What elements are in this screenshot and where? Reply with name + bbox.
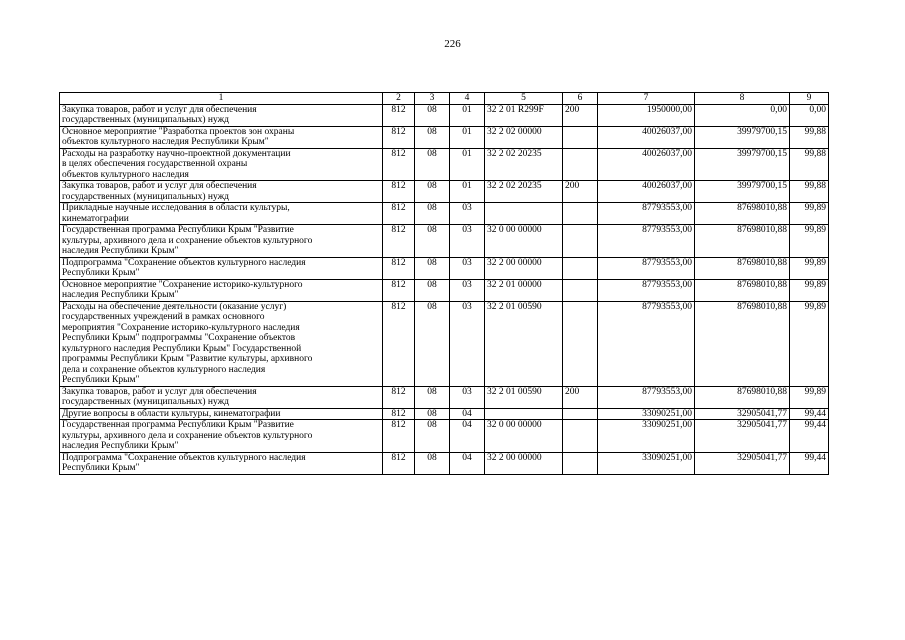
cell-section-text: 08 [427, 225, 437, 235]
cell-section-text: 08 [427, 257, 437, 268]
cell-section-text: 08 [427, 104, 437, 115]
cell-admin-code-text: 812 [391, 452, 406, 463]
cell-percent [790, 408, 829, 420]
cell-section [415, 257, 450, 279]
cell-actual-amount-text: 39979700,15 [737, 181, 787, 191]
cell-admin-code [383, 386, 415, 408]
cell-expense-type-text: 200 [565, 181, 580, 191]
cell-actual-amount [695, 104, 790, 126]
cell-admin-code [383, 181, 415, 203]
cell-admin-code [383, 408, 415, 420]
cell-admin-code [383, 301, 415, 386]
cell-actual-amount [695, 181, 790, 203]
cell-actual-amount-text: 87698010,88 [737, 279, 787, 290]
cell-subsection [450, 181, 485, 203]
cell-section [415, 126, 450, 148]
cell-subsection [450, 420, 485, 453]
cell-admin-code-text: 812 [391, 420, 406, 430]
cell-name-text: Закупка товаров, работ и услуг для обеспечения государственных (муниципальных) нужд [62, 386, 257, 407]
cell-section [415, 279, 450, 301]
table-row [60, 203, 829, 225]
cell-name [60, 257, 383, 279]
cell-target-article [485, 203, 563, 225]
table-row [60, 257, 829, 279]
cell-plan-amount-text: 87793553,00 [642, 225, 692, 235]
cell-percent-text: 99,89 [804, 203, 826, 213]
cell-plan-amount [598, 452, 695, 474]
cell-expense-type [563, 126, 598, 148]
cell-plan-amount-text: 40026037,00 [642, 148, 692, 159]
budget-table [59, 92, 829, 475]
table-row [60, 452, 829, 474]
cell-section [415, 420, 450, 453]
cell-plan-amount-text: 87793553,00 [642, 386, 692, 397]
cell-plan-amount [598, 203, 695, 225]
cell-actual-amount-text: 32905041,77 [737, 420, 787, 430]
cell-percent-text: 99,89 [804, 279, 826, 290]
table-row [60, 386, 829, 408]
cell-section-text: 08 [427, 126, 437, 137]
cell-name [60, 452, 383, 474]
cell-admin-code [383, 203, 415, 225]
cell-target-article [485, 126, 563, 148]
header-col-8: 8 [695, 93, 790, 105]
cell-target-article [485, 301, 563, 386]
cell-actual-amount-text: 0,00 [770, 104, 787, 115]
cell-plan-amount [598, 148, 695, 181]
cell-actual-amount-text: 39979700,15 [737, 126, 787, 137]
cell-subsection [450, 104, 485, 126]
cell-section [415, 225, 450, 258]
cell-name-text: Закупка товаров, работ и услуг для обеспечения государственных (муниципальных) нужд [62, 104, 257, 125]
cell-name [60, 104, 383, 126]
cell-section-text: 08 [427, 279, 437, 290]
cell-percent-text: 99,89 [804, 257, 826, 268]
cell-name [60, 126, 383, 148]
cell-subsection [450, 279, 485, 301]
cell-subsection-text: 04 [462, 408, 472, 419]
cell-target-article [485, 408, 563, 420]
cell-actual-amount [695, 386, 790, 408]
cell-plan-amount-text: 87793553,00 [642, 257, 692, 268]
cell-admin-code-text: 812 [391, 203, 406, 213]
cell-percent [790, 181, 829, 203]
table-row [60, 148, 829, 181]
cell-name [60, 148, 383, 181]
cell-admin-code [383, 279, 415, 301]
cell-admin-code [383, 420, 415, 453]
cell-subsection [450, 148, 485, 181]
cell-subsection-text: 03 [462, 257, 472, 268]
cell-admin-code-text: 812 [391, 104, 406, 115]
cell-section-text: 08 [427, 203, 437, 213]
cell-section [415, 408, 450, 420]
cell-subsection-text: 03 [462, 203, 472, 213]
cell-plan-amount-text: 33090251,00 [642, 408, 692, 419]
table-row [60, 181, 829, 203]
cell-percent-text: 99,88 [804, 181, 826, 191]
cell-percent-text: 0,00 [809, 104, 826, 115]
cell-target-article [485, 386, 563, 408]
header-col-9: 9 [790, 93, 829, 105]
cell-name [60, 408, 383, 420]
cell-plan-amount [598, 420, 695, 453]
cell-expense-type [563, 181, 598, 203]
cell-admin-code [383, 257, 415, 279]
cell-expense-type [563, 203, 598, 225]
cell-section-text: 08 [427, 181, 437, 191]
cell-section [415, 301, 450, 386]
cell-plan-amount [598, 279, 695, 301]
cell-admin-code [383, 452, 415, 474]
cell-section [415, 148, 450, 181]
cell-plan-amount-text: 33090251,00 [642, 420, 692, 430]
cell-name [60, 279, 383, 301]
cell-target-article [485, 420, 563, 453]
cell-name-text: Закупка товаров, работ и услуг для обеспечения государственных (муниципальных) нужд [62, 181, 257, 202]
cell-percent [790, 279, 829, 301]
cell-admin-code-text: 812 [391, 126, 406, 137]
cell-admin-code-text: 812 [391, 181, 406, 191]
cell-expense-type-text: 200 [565, 386, 580, 397]
cell-admin-code-text: 812 [391, 301, 406, 312]
cell-percent [790, 148, 829, 181]
cell-plan-amount-text: 87793553,00 [642, 203, 692, 213]
cell-name-text: Государственная программа Республики Крым "Развитие культуры, архивного дела и сохранение объектов культурного наследия Республики Крым" [62, 225, 313, 256]
table-row [60, 408, 829, 420]
cell-subsection [450, 203, 485, 225]
cell-name-text: Подпрограмма "Сохранение объектов культурного наследия Республики Крым" [62, 452, 306, 473]
cell-target-article-text: 32 2 02 20235 [487, 148, 542, 159]
cell-actual-amount [695, 420, 790, 453]
cell-percent [790, 203, 829, 225]
cell-admin-code-text: 812 [391, 386, 406, 397]
cell-name-text: Расходы на обеспечение деятельности (оказание услуг) государственных учреждений в рамках основного мероприятия "Сохранение историко-культурного наследия Республики Крым" подпрограммы "Сохранение объектов культурного наследия Республики Крым" Государственной программы Республики Крым "Развитие культуры, архивного дела и сохранение объектов культурного наследия Республики Крым" [62, 301, 313, 385]
cell-subsection-text: 04 [462, 420, 472, 430]
cell-admin-code-text: 812 [391, 408, 406, 419]
cell-target-article [485, 104, 563, 126]
cell-actual-amount [695, 257, 790, 279]
cell-name-text: Государственная программа Республики Крым "Развитие культуры, архивного дела и сохранение объектов культурного наследия Республики Крым" [62, 420, 313, 451]
cell-section-text: 08 [427, 386, 437, 397]
page-number: 226 [444, 38, 461, 50]
cell-expense-type-text: 200 [565, 104, 580, 115]
cell-target-article-text: 32 2 01 00590 [487, 301, 542, 312]
cell-target-article [485, 452, 563, 474]
cell-plan-amount [598, 181, 695, 203]
cell-section [415, 452, 450, 474]
cell-percent-text: 99,44 [804, 452, 826, 463]
cell-subsection-text: 01 [462, 181, 472, 191]
cell-actual-amount-text: 87698010,88 [737, 386, 787, 397]
header-col-4: 4 [450, 93, 485, 105]
cell-subsection [450, 301, 485, 386]
table-row [60, 104, 829, 126]
cell-admin-code [383, 225, 415, 258]
cell-target-article-text: 32 2 01 R299F [487, 104, 544, 115]
cell-subsection-text: 03 [462, 301, 472, 312]
cell-percent [790, 257, 829, 279]
cell-target-article-text: 32 2 02 20235 [487, 181, 542, 191]
cell-plan-amount-text: 1950000,00 [646, 104, 692, 115]
cell-percent [790, 104, 829, 126]
cell-admin-code-text: 812 [391, 148, 406, 159]
cell-percent [790, 301, 829, 386]
cell-section [415, 104, 450, 126]
cell-name-text: Подпрограмма "Сохранение объектов культурного наследия Республики Крым" [62, 257, 306, 278]
cell-plan-amount [598, 104, 695, 126]
cell-admin-code [383, 104, 415, 126]
cell-plan-amount-text: 40026037,00 [642, 126, 692, 137]
header-col-3: 3 [415, 93, 450, 105]
cell-actual-amount [695, 126, 790, 148]
cell-actual-amount-text: 39979700,15 [737, 148, 787, 159]
cell-target-article [485, 225, 563, 258]
cell-percent-text: 99,89 [804, 301, 826, 312]
cell-plan-amount [598, 408, 695, 420]
cell-name [60, 203, 383, 225]
table-row [60, 301, 829, 386]
cell-percent-text: 99,88 [804, 148, 826, 159]
cell-actual-amount [695, 148, 790, 181]
cell-subsection [450, 408, 485, 420]
header-col-2: 2 [383, 93, 415, 105]
cell-name [60, 301, 383, 386]
cell-expense-type [563, 386, 598, 408]
cell-target-article-text: 32 2 00 00000 [487, 257, 542, 268]
cell-subsection-text: 03 [462, 225, 472, 235]
cell-subsection [450, 386, 485, 408]
cell-percent-text: 99,89 [804, 386, 826, 397]
cell-target-article-text: 32 2 02 00000 [487, 126, 542, 137]
cell-target-article [485, 257, 563, 279]
cell-expense-type [563, 301, 598, 386]
cell-section-text: 08 [427, 420, 437, 430]
cell-admin-code-text: 812 [391, 225, 406, 235]
cell-subsection-text: 01 [462, 104, 472, 115]
cell-admin-code [383, 126, 415, 148]
cell-plan-amount-text: 33090251,00 [642, 452, 692, 463]
cell-admin-code [383, 148, 415, 181]
cell-actual-amount [695, 225, 790, 258]
cell-admin-code-text: 812 [391, 279, 406, 290]
cell-percent [790, 126, 829, 148]
cell-plan-amount-text: 87793553,00 [642, 301, 692, 312]
cell-percent [790, 225, 829, 258]
cell-target-article-text: 32 2 00 00000 [487, 452, 542, 463]
cell-section [415, 203, 450, 225]
cell-subsection [450, 257, 485, 279]
cell-section-text: 08 [427, 148, 437, 159]
cell-plan-amount-text: 87793553,00 [642, 279, 692, 290]
header-row [60, 93, 829, 105]
cell-plan-amount [598, 126, 695, 148]
table-row [60, 225, 829, 258]
cell-name [60, 225, 383, 258]
cell-subsection-text: 04 [462, 452, 472, 463]
cell-name-text: Прикладные научные исследования в области культуры, кинематографии [62, 203, 290, 224]
cell-subsection-text: 01 [462, 126, 472, 137]
cell-expense-type [563, 225, 598, 258]
table-row [60, 420, 829, 453]
cell-section-text: 08 [427, 408, 437, 419]
cell-actual-amount-text: 87698010,88 [737, 225, 787, 235]
cell-plan-amount-text: 40026037,00 [642, 181, 692, 191]
cell-admin-code-text: 812 [391, 257, 406, 268]
cell-plan-amount [598, 301, 695, 386]
cell-percent [790, 452, 829, 474]
cell-expense-type [563, 420, 598, 453]
table-row [60, 279, 829, 301]
cell-name-text: Основное мероприятие "Разработка проектов зон охраны объектов культурного наследия Республики Крым" [62, 126, 295, 147]
cell-actual-amount-text: 87698010,88 [737, 257, 787, 268]
cell-percent [790, 420, 829, 453]
cell-actual-amount-text: 87698010,88 [737, 203, 787, 213]
cell-actual-amount-text: 32905041,77 [737, 408, 787, 419]
cell-subsection-text: 03 [462, 279, 472, 290]
table-row [60, 126, 829, 148]
cell-percent-text: 99,44 [804, 420, 826, 430]
cell-subsection [450, 225, 485, 258]
cell-section-text: 08 [427, 301, 437, 312]
cell-section-text: 08 [427, 452, 437, 463]
cell-expense-type [563, 104, 598, 126]
cell-section [415, 386, 450, 408]
header-col-5: 5 [485, 93, 563, 105]
cell-target-article-text: 32 2 01 00000 [487, 279, 542, 290]
cell-name-text: Расходы на разработку научно-проектной документации в целях обеспечения государственной охраны объектов культурного наследия [62, 148, 291, 180]
cell-percent [790, 386, 829, 408]
cell-section [415, 181, 450, 203]
cell-target-article [485, 279, 563, 301]
cell-name [60, 386, 383, 408]
cell-actual-amount [695, 408, 790, 420]
cell-plan-amount [598, 257, 695, 279]
cell-subsection-text: 01 [462, 148, 472, 159]
cell-percent-text: 99,89 [804, 225, 826, 235]
cell-actual-amount [695, 452, 790, 474]
cell-expense-type [563, 148, 598, 181]
cell-expense-type [563, 408, 598, 420]
cell-target-article-text: 32 0 00 00000 [487, 420, 542, 430]
cell-name-text: Основное мероприятие "Сохранение историко-культурного наследия Республики Крым" [62, 279, 303, 300]
cell-name-text: Другие вопросы в области культуры, кинематографии [62, 408, 281, 419]
header-col-1: 1 [60, 93, 383, 105]
cell-plan-amount [598, 225, 695, 258]
cell-target-article-text: 32 2 01 00590 [487, 386, 542, 397]
cell-name [60, 420, 383, 453]
header-col-6: 6 [563, 93, 598, 105]
cell-subsection [450, 452, 485, 474]
cell-target-article [485, 181, 563, 203]
cell-target-article-text: 32 0 00 00000 [487, 225, 542, 235]
cell-actual-amount-text: 32905041,77 [737, 452, 787, 463]
cell-actual-amount [695, 203, 790, 225]
header-col-7: 7 [598, 93, 695, 105]
cell-actual-amount-text: 87698010,88 [737, 301, 787, 312]
cell-percent-text: 99,44 [804, 408, 826, 419]
cell-expense-type [563, 257, 598, 279]
cell-percent-text: 99,88 [804, 126, 826, 137]
cell-subsection-text: 03 [462, 386, 472, 397]
cell-name [60, 181, 383, 203]
cell-expense-type [563, 452, 598, 474]
cell-expense-type [563, 279, 598, 301]
cell-actual-amount [695, 279, 790, 301]
cell-actual-amount [695, 301, 790, 386]
cell-target-article [485, 148, 563, 181]
cell-subsection [450, 126, 485, 148]
cell-plan-amount [598, 386, 695, 408]
